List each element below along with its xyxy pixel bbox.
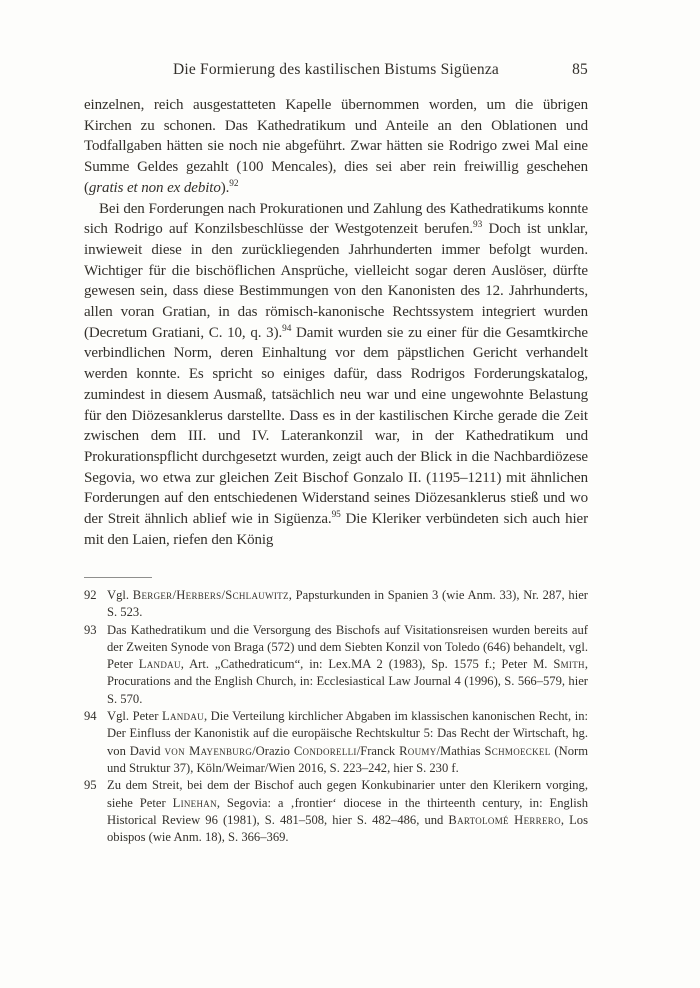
- footnote-number: 95: [84, 778, 97, 793]
- text-block: [84, 60, 588, 550]
- footnote-list: [84, 587, 588, 846]
- main-text: [84, 95, 588, 550]
- footnote-item: [84, 777, 588, 846]
- footnote-separator-rule: [84, 577, 152, 578]
- footnote-text: Zu dem Streit, bei dem der Bischof auch gegen Konkubinarier unter den Klerikern vorging, siehe Peter Linehan, Segovia: a ‚frontier‘ diocese in the thirteenth century, in: English Historical Review 96 (1981), S. 481–508, hier S. 482–486, und Bartolomé Herrero, Los obispos (wie Anm. 18), S. 366–369.: [107, 778, 588, 845]
- footnote-number: 93: [84, 622, 97, 637]
- footnote-text: Vgl. Peter Landau, Die Verteilung kirchlicher Abgaben im klassischen kanonischen Recht, in: Der Einfluss der Kanonistik auf die europäische Rechtskultur 5: Das Recht der Wirtschaft, hg. von David von Mayenburg/Orazio Condorelli/Franck Roumy/Mathias Schmoeckel (Norm und Struktur 37), Köln/Weimar/Wien 2016, S. 223–242, hier S. 230 f.: [107, 709, 588, 775]
- footnote-item: [84, 622, 588, 708]
- footnote-text: Das Kathedratikum und die Versorgung des Bischofs auf Visitationsreisen wurden bereits auf der Zweiten Synode von Braga (572) und dem Siebten Konzil von Toledo (646) behandelt, vgl. Peter Landau, Art. „Cathedraticum“, in: Lex.MA 2 (1983), Sp. 1575 f.; Peter M. Smith, Procurations and the English Church, in: Ecclesiastical Law Journal 4 (1996), S. 566–579, hier S. 570.: [107, 622, 588, 706]
- footnote-item: [84, 708, 588, 777]
- footnote-number: 94: [84, 709, 97, 724]
- footnote-number: 92: [84, 588, 97, 602]
- paragraph: Bei den Forderungen nach Prokurationen und Zahlung des Kathedratikums konnte sich Rodrigo auf Konzilsbeschlüsse der Westgotenzeit berufen.$^{93}$ Doch ist unklar, inwieweit diese in den zurückliegenden Jahrhunderten immer befolgt wurden. Wichtiger für die bischöflichen Ansprüche, vielleicht sogar deren Auslöser, dürfte gewesen sein, dass diese Bestimmungen von den Kanonisten des 12. Jahrhunderts, allen voran Gratian, in das römisch-kanonische Rechtssystem integriert wurden (Decretum Gratiani, C. 10, q. 3).$^{94}$ Damit wurden sie zu einer für die Gesamtkirche verbindlichen Norm, deren Einhaltung vor dem päpstlichen Gericht verhandelt werden konnte. Es spricht so einiges dafür, dass Rodrigos Forderungskatalog, zumindest in diesem Ausmaß, tatsächlich neu war und eine ungewohnte Belastung für den Diözesanklerus darstellte. Dass es in der kastilischen Kirche gerade die Zeit zwischen dem III. und IV. Laterankonzil war, in der Kathedratikum und Prokurationspflicht durchgesetzt wurden, zeigt auch der Blick in die Nachbardiözese Segovia, wo etwa zur gleichen Zeit Bischof Gonzalo II. (1195–1211) mit ähnlichen Forderungen auf den entschiedenen Widerstand seines Diözesanklerus stieß und wo der Streit ähnlich ablief wie in Sigüenza.$^{95}$ Die Kleriker verbündeten sich auch hier mit den Laien, riefen den König: [84, 200, 588, 548]
- running-title: Die Formierung des kastilischen Bistums Sigüenza: [172, 61, 500, 78]
- footnote-item: [84, 587, 588, 622]
- page-header: [84, 60, 588, 80]
- paragraph-continuation: einzelnen, reich ausgestatteten Kapelle übernommen worden, um die übrigen Kirchen zu schonen. Das Kathedratikum und Anteile an den Oblationen und Todfallgaben hätten sie noch nie abgeführt. Zwar hätten sie Rodrigo zwei Mal eine Summe Geldes gezahlt (100 Mencales), dies sei aber rein freiwillig geschehen (gratis et non ex debito).$^{92}$: [84, 97, 588, 196]
- footnotes-section: [84, 577, 588, 846]
- footnote-text: Vgl. Berger/Herbers/Schlauwitz, Papsturkunden in Spanien 3 (wie Anm. 33), Nr. 287, hier S. 523.: [107, 588, 589, 620]
- page-number: 85: [572, 61, 588, 78]
